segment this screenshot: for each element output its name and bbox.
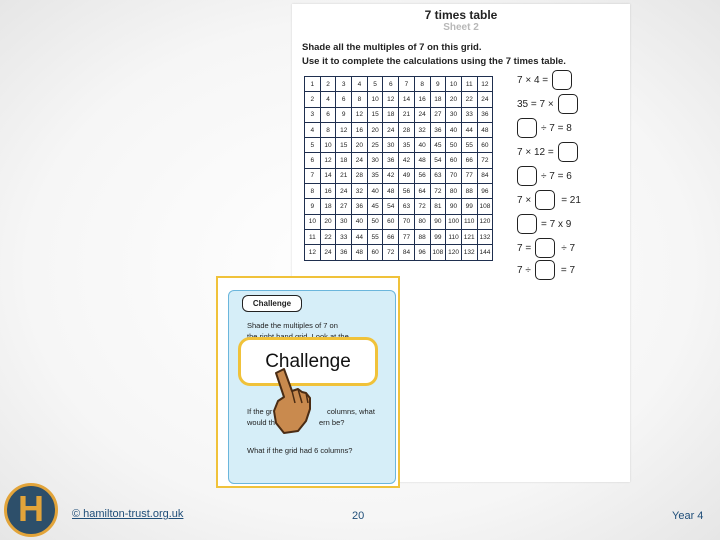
grid-cell[interactable]: 30 bbox=[383, 138, 399, 153]
grid-cell[interactable]: 12 bbox=[336, 122, 352, 137]
grid-cell[interactable]: 77 bbox=[399, 229, 415, 244]
grid-cell[interactable]: 3 bbox=[336, 77, 352, 92]
grid-cell[interactable]: 10 bbox=[367, 92, 383, 107]
grid-cell[interactable]: 9 bbox=[305, 199, 321, 214]
grid-cell[interactable]: 15 bbox=[336, 138, 352, 153]
grid-cell[interactable]: 15 bbox=[367, 107, 383, 122]
grid-cell[interactable]: 8 bbox=[352, 92, 368, 107]
grid-cell[interactable]: 66 bbox=[383, 229, 399, 244]
answer-box[interactable] bbox=[517, 166, 537, 186]
grid-cell[interactable]: 70 bbox=[399, 214, 415, 229]
grid-row bbox=[305, 92, 493, 107]
grid-cell[interactable]: 30 bbox=[367, 153, 383, 168]
calculation bbox=[517, 70, 572, 90]
grid-row bbox=[305, 138, 493, 153]
calc-suffix: = 21 bbox=[561, 194, 581, 206]
grid-cell[interactable]: 24 bbox=[320, 245, 336, 260]
grid-cell[interactable]: 32 bbox=[414, 122, 430, 137]
grid-cell[interactable]: 144 bbox=[477, 245, 493, 260]
grid-cell[interactable]: 3 bbox=[305, 107, 321, 122]
calculation bbox=[517, 190, 581, 210]
grid-cell[interactable]: 80 bbox=[446, 184, 462, 199]
grid-cell[interactable]: 40 bbox=[367, 184, 383, 199]
grid-cell[interactable]: 5 bbox=[367, 77, 383, 92]
grid-cell[interactable]: 44 bbox=[352, 229, 368, 244]
grid-cell[interactable]: 5 bbox=[305, 138, 321, 153]
pointing-hand-icon bbox=[262, 365, 320, 435]
challenge-badge[interactable]: Challenge bbox=[238, 337, 378, 386]
grid-cell[interactable]: 14 bbox=[399, 92, 415, 107]
grid-cell[interactable]: 20 bbox=[320, 214, 336, 229]
grid-cell[interactable]: 99 bbox=[461, 199, 477, 214]
grid-cell[interactable]: 27 bbox=[430, 107, 446, 122]
calculation bbox=[517, 94, 578, 114]
grid-cell[interactable]: 110 bbox=[446, 229, 462, 244]
grid-cell[interactable]: 2 bbox=[305, 92, 321, 107]
answer-box[interactable] bbox=[517, 214, 537, 234]
grid-cell[interactable]: 22 bbox=[461, 92, 477, 107]
grid-cell[interactable]: 72 bbox=[383, 245, 399, 260]
grid-cell[interactable]: 16 bbox=[320, 184, 336, 199]
grid-cell[interactable]: 36 bbox=[383, 153, 399, 168]
challenge-text-4: If the gr bbox=[247, 407, 273, 416]
grid-cell[interactable]: 90 bbox=[446, 199, 462, 214]
calc-prefix: 35 = 7 × bbox=[517, 98, 554, 110]
page-number: 20 bbox=[352, 510, 365, 522]
grid-cell[interactable]: 72 bbox=[477, 153, 493, 168]
grid-cell[interactable]: 27 bbox=[336, 199, 352, 214]
answer-box[interactable] bbox=[535, 238, 555, 258]
grid-cell[interactable]: 18 bbox=[383, 107, 399, 122]
grid-cell[interactable]: 88 bbox=[461, 184, 477, 199]
calc-suffix: = 7 x 9 bbox=[541, 218, 572, 230]
grid-cell[interactable]: 56 bbox=[399, 184, 415, 199]
grid-cell[interactable]: 1 bbox=[305, 77, 321, 92]
grid-cell[interactable]: 60 bbox=[383, 214, 399, 229]
instruction-line-2: Use it to complete the calculations using the 7 times table. bbox=[302, 56, 566, 67]
grid-cell[interactable]: 6 bbox=[336, 92, 352, 107]
calc-suffix: = 7 bbox=[560, 264, 576, 276]
grid-cell[interactable]: 50 bbox=[446, 138, 462, 153]
grid-cell[interactable]: 12 bbox=[320, 153, 336, 168]
grid-cell[interactable]: 44 bbox=[461, 122, 477, 137]
grid-cell[interactable]: 36 bbox=[336, 245, 352, 260]
grid-cell[interactable]: 24 bbox=[352, 153, 368, 168]
grid-cell[interactable]: 10 bbox=[305, 214, 321, 229]
grid-cell[interactable]: 63 bbox=[430, 168, 446, 183]
grid-cell[interactable]: 9 bbox=[336, 107, 352, 122]
grid-cell[interactable]: 32 bbox=[352, 184, 368, 199]
grid-cell[interactable]: 54 bbox=[383, 199, 399, 214]
grid-cell[interactable]: 16 bbox=[352, 122, 368, 137]
challenge-text-4b: columns, what bbox=[327, 407, 375, 416]
grid-cell[interactable]: 81 bbox=[430, 199, 446, 214]
grid-row bbox=[305, 107, 493, 122]
grid-cell[interactable]: 9 bbox=[430, 77, 446, 92]
grid-cell[interactable]: 72 bbox=[414, 199, 430, 214]
grid-cell[interactable]: 35 bbox=[367, 168, 383, 183]
grid-cell[interactable]: 63 bbox=[399, 199, 415, 214]
grid-cell[interactable]: 60 bbox=[367, 245, 383, 260]
grid-cell[interactable]: 36 bbox=[352, 199, 368, 214]
grid-cell[interactable]: 24 bbox=[383, 122, 399, 137]
grid-cell[interactable]: 2 bbox=[320, 77, 336, 92]
grid-cell[interactable]: 18 bbox=[336, 153, 352, 168]
grid-row bbox=[305, 229, 493, 244]
calc-prefix: 7 ÷ bbox=[517, 264, 531, 276]
calculation bbox=[517, 260, 575, 280]
calculation bbox=[517, 166, 572, 186]
grid-cell[interactable]: 72 bbox=[430, 184, 446, 199]
grid-cell[interactable]: 45 bbox=[430, 138, 446, 153]
grid-cell[interactable]: 16 bbox=[414, 92, 430, 107]
grid-cell[interactable]: 108 bbox=[430, 245, 446, 260]
calc-prefix: 7 × bbox=[517, 194, 532, 206]
grid-cell[interactable]: 4 bbox=[352, 77, 368, 92]
grid-cell[interactable]: 64 bbox=[414, 184, 430, 199]
grid-cell[interactable]: 20 bbox=[352, 138, 368, 153]
grid-cell[interactable]: 90 bbox=[430, 214, 446, 229]
grid-cell[interactable]: 48 bbox=[414, 153, 430, 168]
grid-row bbox=[305, 245, 493, 260]
challenge-text-5: would th bbox=[247, 418, 275, 427]
grid-cell[interactable]: 96 bbox=[477, 184, 493, 199]
grid-cell[interactable]: 6 bbox=[320, 107, 336, 122]
grid-cell[interactable]: 18 bbox=[430, 92, 446, 107]
challenge-text-6: What if the grid had 6 columns? bbox=[247, 446, 353, 455]
grid-row bbox=[305, 168, 493, 183]
grid-cell[interactable]: 14 bbox=[320, 168, 336, 183]
calculation bbox=[517, 214, 571, 234]
grid-cell[interactable]: 8 bbox=[414, 77, 430, 92]
grid-cell[interactable]: 35 bbox=[399, 138, 415, 153]
grid-row bbox=[305, 122, 493, 137]
grid-cell[interactable]: 33 bbox=[461, 107, 477, 122]
grid-cell[interactable]: 121 bbox=[461, 229, 477, 244]
grid-cell[interactable]: 56 bbox=[414, 168, 430, 183]
grid-cell[interactable]: 12 bbox=[477, 77, 493, 92]
grid-cell[interactable]: 4 bbox=[320, 92, 336, 107]
grid-cell[interactable]: 96 bbox=[414, 245, 430, 260]
grid-cell[interactable]: 132 bbox=[461, 245, 477, 260]
grid-cell[interactable]: 40 bbox=[414, 138, 430, 153]
grid-cell[interactable]: 30 bbox=[336, 214, 352, 229]
grid-cell[interactable]: 132 bbox=[477, 229, 493, 244]
challenge-heading: Challenge bbox=[242, 295, 302, 312]
grid-cell[interactable]: 20 bbox=[367, 122, 383, 137]
hamilton-logo: H bbox=[4, 483, 58, 537]
grid-cell[interactable]: 8 bbox=[320, 122, 336, 137]
sheet-title: 7 times table bbox=[424, 8, 498, 22]
grid-cell[interactable]: 21 bbox=[336, 168, 352, 183]
calc-prefix: 7 × 12 = bbox=[517, 146, 554, 158]
grid-cell[interactable]: 8 bbox=[305, 184, 321, 199]
footer-link[interactable]: © hamilton-trust.org.uk bbox=[72, 508, 184, 520]
grid-cell[interactable]: 48 bbox=[383, 184, 399, 199]
grid-cell[interactable]: 60 bbox=[446, 153, 462, 168]
grid-cell[interactable]: 77 bbox=[461, 168, 477, 183]
grid-cell[interactable]: 42 bbox=[399, 153, 415, 168]
calc-suffix: ÷ 7 = 8 bbox=[541, 122, 572, 134]
grid-cell[interactable]: 45 bbox=[367, 199, 383, 214]
grid-cell[interactable]: 12 bbox=[352, 107, 368, 122]
grid-cell[interactable]: 10 bbox=[320, 138, 336, 153]
grid-cell[interactable]: 36 bbox=[430, 122, 446, 137]
answer-box[interactable] bbox=[535, 190, 555, 210]
grid-cell[interactable]: 49 bbox=[399, 168, 415, 183]
grid-cell[interactable]: 24 bbox=[477, 92, 493, 107]
grid-row bbox=[305, 77, 493, 92]
grid-cell[interactable]: 110 bbox=[461, 214, 477, 229]
answer-box[interactable] bbox=[517, 118, 537, 138]
answer-box[interactable] bbox=[552, 70, 572, 90]
grid-cell[interactable]: 54 bbox=[430, 153, 446, 168]
grid-cell[interactable]: 10 bbox=[446, 77, 462, 92]
grid-row bbox=[305, 153, 493, 168]
grid-cell[interactable]: 120 bbox=[477, 214, 493, 229]
grid-cell[interactable]: 84 bbox=[399, 245, 415, 260]
grid-cell[interactable]: 7 bbox=[305, 168, 321, 183]
grid-cell[interactable]: 55 bbox=[367, 229, 383, 244]
grid-cell[interactable]: 48 bbox=[352, 245, 368, 260]
grid-cell[interactable]: 22 bbox=[320, 229, 336, 244]
grid-cell[interactable]: 120 bbox=[446, 245, 462, 260]
grid-cell[interactable]: 24 bbox=[336, 184, 352, 199]
grid-cell[interactable]: 20 bbox=[446, 92, 462, 107]
grid-cell[interactable]: 11 bbox=[461, 77, 477, 92]
grid-cell[interactable]: 60 bbox=[477, 138, 493, 153]
answer-box[interactable] bbox=[558, 94, 578, 114]
grid-cell[interactable]: 33 bbox=[336, 229, 352, 244]
grid-cell[interactable]: 18 bbox=[320, 199, 336, 214]
grid-cell[interactable]: 99 bbox=[430, 229, 446, 244]
year-label: Year 4 bbox=[672, 510, 704, 522]
multiplication-grid bbox=[304, 76, 493, 261]
grid-cell[interactable]: 28 bbox=[352, 168, 368, 183]
instruction-line-1: Shade all the multiples of 7 on this grid. bbox=[302, 42, 482, 53]
grid-cell[interactable]: 40 bbox=[352, 214, 368, 229]
grid-cell[interactable]: 6 bbox=[305, 153, 321, 168]
grid-cell[interactable]: 4 bbox=[305, 122, 321, 137]
grid-cell[interactable]: 42 bbox=[383, 168, 399, 183]
grid-cell[interactable]: 40 bbox=[446, 122, 462, 137]
calc-suffix: ÷ 7 bbox=[561, 242, 576, 254]
calc-prefix: 7 = bbox=[517, 242, 532, 254]
answer-box[interactable] bbox=[535, 260, 555, 280]
grid-cell[interactable]: 80 bbox=[414, 214, 430, 229]
calc-prefix: 7 × 4 = bbox=[517, 74, 549, 86]
grid-row bbox=[305, 199, 493, 214]
calc-suffix: ÷ 7 = 6 bbox=[541, 170, 572, 182]
grid-cell[interactable]: 6 bbox=[383, 77, 399, 92]
grid-cell[interactable]: 48 bbox=[477, 122, 493, 137]
grid-cell[interactable]: 88 bbox=[414, 229, 430, 244]
answer-box[interactable] bbox=[558, 142, 578, 162]
calculation bbox=[517, 118, 572, 138]
challenge-text-5b: ern be? bbox=[319, 418, 345, 427]
grid-cell[interactable]: 100 bbox=[446, 214, 462, 229]
grid-cell[interactable]: 84 bbox=[477, 168, 493, 183]
sheet-subtitle: Sheet 2 bbox=[443, 22, 479, 33]
grid-cell[interactable]: 7 bbox=[399, 77, 415, 92]
grid-cell[interactable]: 66 bbox=[461, 153, 477, 168]
grid-cell[interactable]: 55 bbox=[461, 138, 477, 153]
grid-cell[interactable]: 21 bbox=[399, 107, 415, 122]
grid-cell[interactable]: 11 bbox=[305, 229, 321, 244]
grid-cell[interactable]: 28 bbox=[399, 122, 415, 137]
grid-cell[interactable]: 30 bbox=[446, 107, 462, 122]
grid-cell[interactable]: 36 bbox=[477, 107, 493, 122]
calculation bbox=[517, 238, 575, 258]
grid-cell[interactable]: 12 bbox=[383, 92, 399, 107]
grid-cell[interactable]: 50 bbox=[367, 214, 383, 229]
grid-cell[interactable]: 70 bbox=[446, 168, 462, 183]
grid-cell[interactable]: 24 bbox=[414, 107, 430, 122]
grid-row bbox=[305, 184, 493, 199]
grid-cell[interactable]: 108 bbox=[477, 199, 493, 214]
challenge-text-1: Shade the multiples of 7 on bbox=[247, 321, 338, 330]
grid-cell[interactable]: 25 bbox=[367, 138, 383, 153]
grid-cell[interactable]: 12 bbox=[305, 245, 321, 260]
calculation bbox=[517, 142, 578, 162]
grid-row bbox=[305, 214, 493, 229]
